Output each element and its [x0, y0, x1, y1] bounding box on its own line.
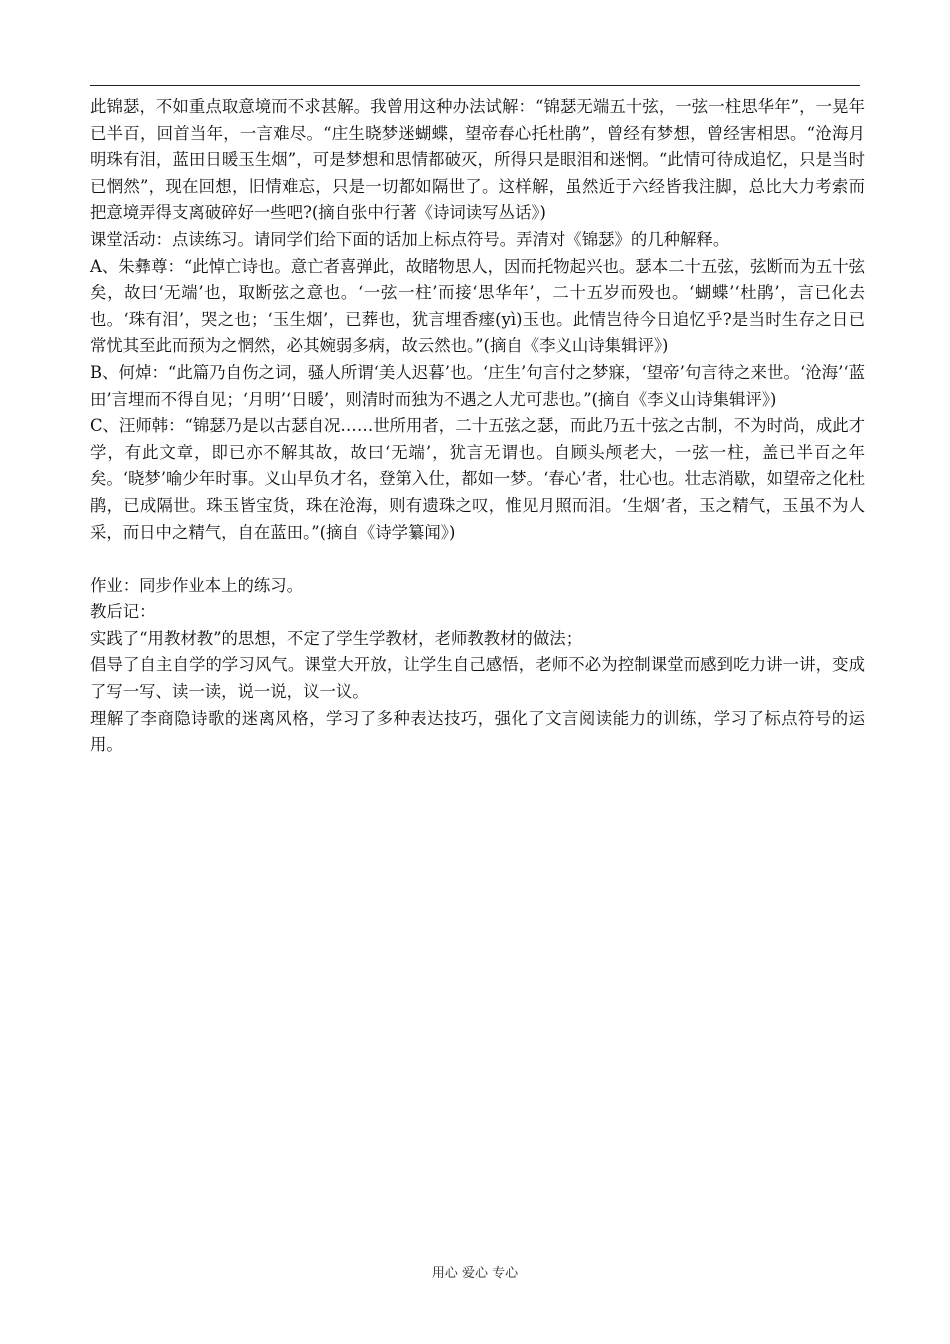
- paragraph-homework: 作业：同步作业本上的练习。: [90, 575, 304, 595]
- document-body: [90, 94, 865, 759]
- paragraph-reflection-2: 倡导了自主自学的学习风气。课堂大开放，让学生自己感悟，老师不必为控制课堂而感到吃力讲一讲，变成了写一写、读一读，说一说，议一议。: [90, 655, 865, 702]
- paragraph-reflection-3: 理解了李商隐诗歌的迷离风格，学习了多种表达技巧，强化了文言阅读能力的训练，学习了标点符号的运用。: [90, 708, 865, 755]
- paragraph-commentary-c: C、汪师韩：“锦瑟乃是以古瑟自况……世所用者，二十五弦之瑟，而此乃五十弦之古制，不为时尚，成此才学，有此文章，即已亦不解其故，故曰‘无端’，犹言无谓也。自顾头颅老大，一弦一柱，盖已半百之年矣。‘晓梦’喻少年时事。义山早负才名，登第入仕，都如一梦。‘春心’者，壮心也。壮志消歇，如望帝之化杜鹃，已成隔世。珠玉皆宝货，珠在沧海，则有遗珠之叹，惟见月照而泪。‘生烟’者，玉之精气，玉虽不为人采，而日中之精气，自在蓝田。”(摘自《诗学纂闻》): [90, 416, 865, 542]
- paragraph-class-activity: 课堂活动：点读练习。请同学们给下面的话加上标点符号。弄清对《锦瑟》的几种解释。: [90, 229, 730, 249]
- paragraph-commentary-b: B、何焯：“此篇乃自伤之词，骚人所谓‘美人迟暮’也。‘庄生’句言付之梦寐，‘望帝’句言待之来世。‘沧海’‘蓝田’言埋而不得自见；‘月明’‘日暖’，则清时而独为不遇之人尤可悲也。”(摘自《李义山诗集辑评》): [90, 362, 865, 409]
- paragraph-commentary-a: A、朱彝尊：“此悼亡诗也。意亡者喜弹此，故睹物思人，因而托物起兴也。瑟本二十五弦，弦断而为五十弦矣，故曰‘无端’也，取断弦之意也。‘一弦一柱’而接‘思华年’，二十五岁而殁也。‘蝴蝶’‘杜鹃’，言已化去也。‘珠有泪’，哭之也；‘玉生烟’，已葬也，犹言埋香瘗(yì)玉也。此情岂待今日追忆乎?是当时生存之日已常忧其至此而预为之惘然，必其婉弱多病，故云然也。”(摘自《李义山诗集辑评》): [90, 256, 865, 356]
- header-rule: [90, 85, 860, 86]
- paragraph-reflection-heading: 教后记：: [90, 602, 156, 622]
- paragraph-interpretation: 此锦瑟，不如重点取意境而不求甚解。我曾用这种办法试解：“锦瑟无端五十弦，一弦一柱思华年”，一晃年已半百，回首当年，一言难尽。“庄生晓梦迷蝴蝶，望帝春心托杜鹃”，曾经有梦想，曾经害相思。“沧海月明珠有泪，蓝田日暖玉生烟”，可是梦想和思情都破灭，所得只是眼泪和迷惘。“此情可待成追忆，只是当时已惘然”，现在回想，旧情难忘，只是一切都如隔世了。这样解，虽然近于六经皆我注脚，总比大力考索而把意境弄得支离破碎好一些吧?(摘自张中行著《诗词读写丛话》): [90, 97, 865, 223]
- page-footer: 用心 爱心 专心: [431, 1266, 519, 1281]
- paragraph-reflection-1: 实践了“用教材教”的思想，不定了学生学教材，老师教教材的做法；: [90, 628, 583, 648]
- blank-line: [90, 546, 865, 573]
